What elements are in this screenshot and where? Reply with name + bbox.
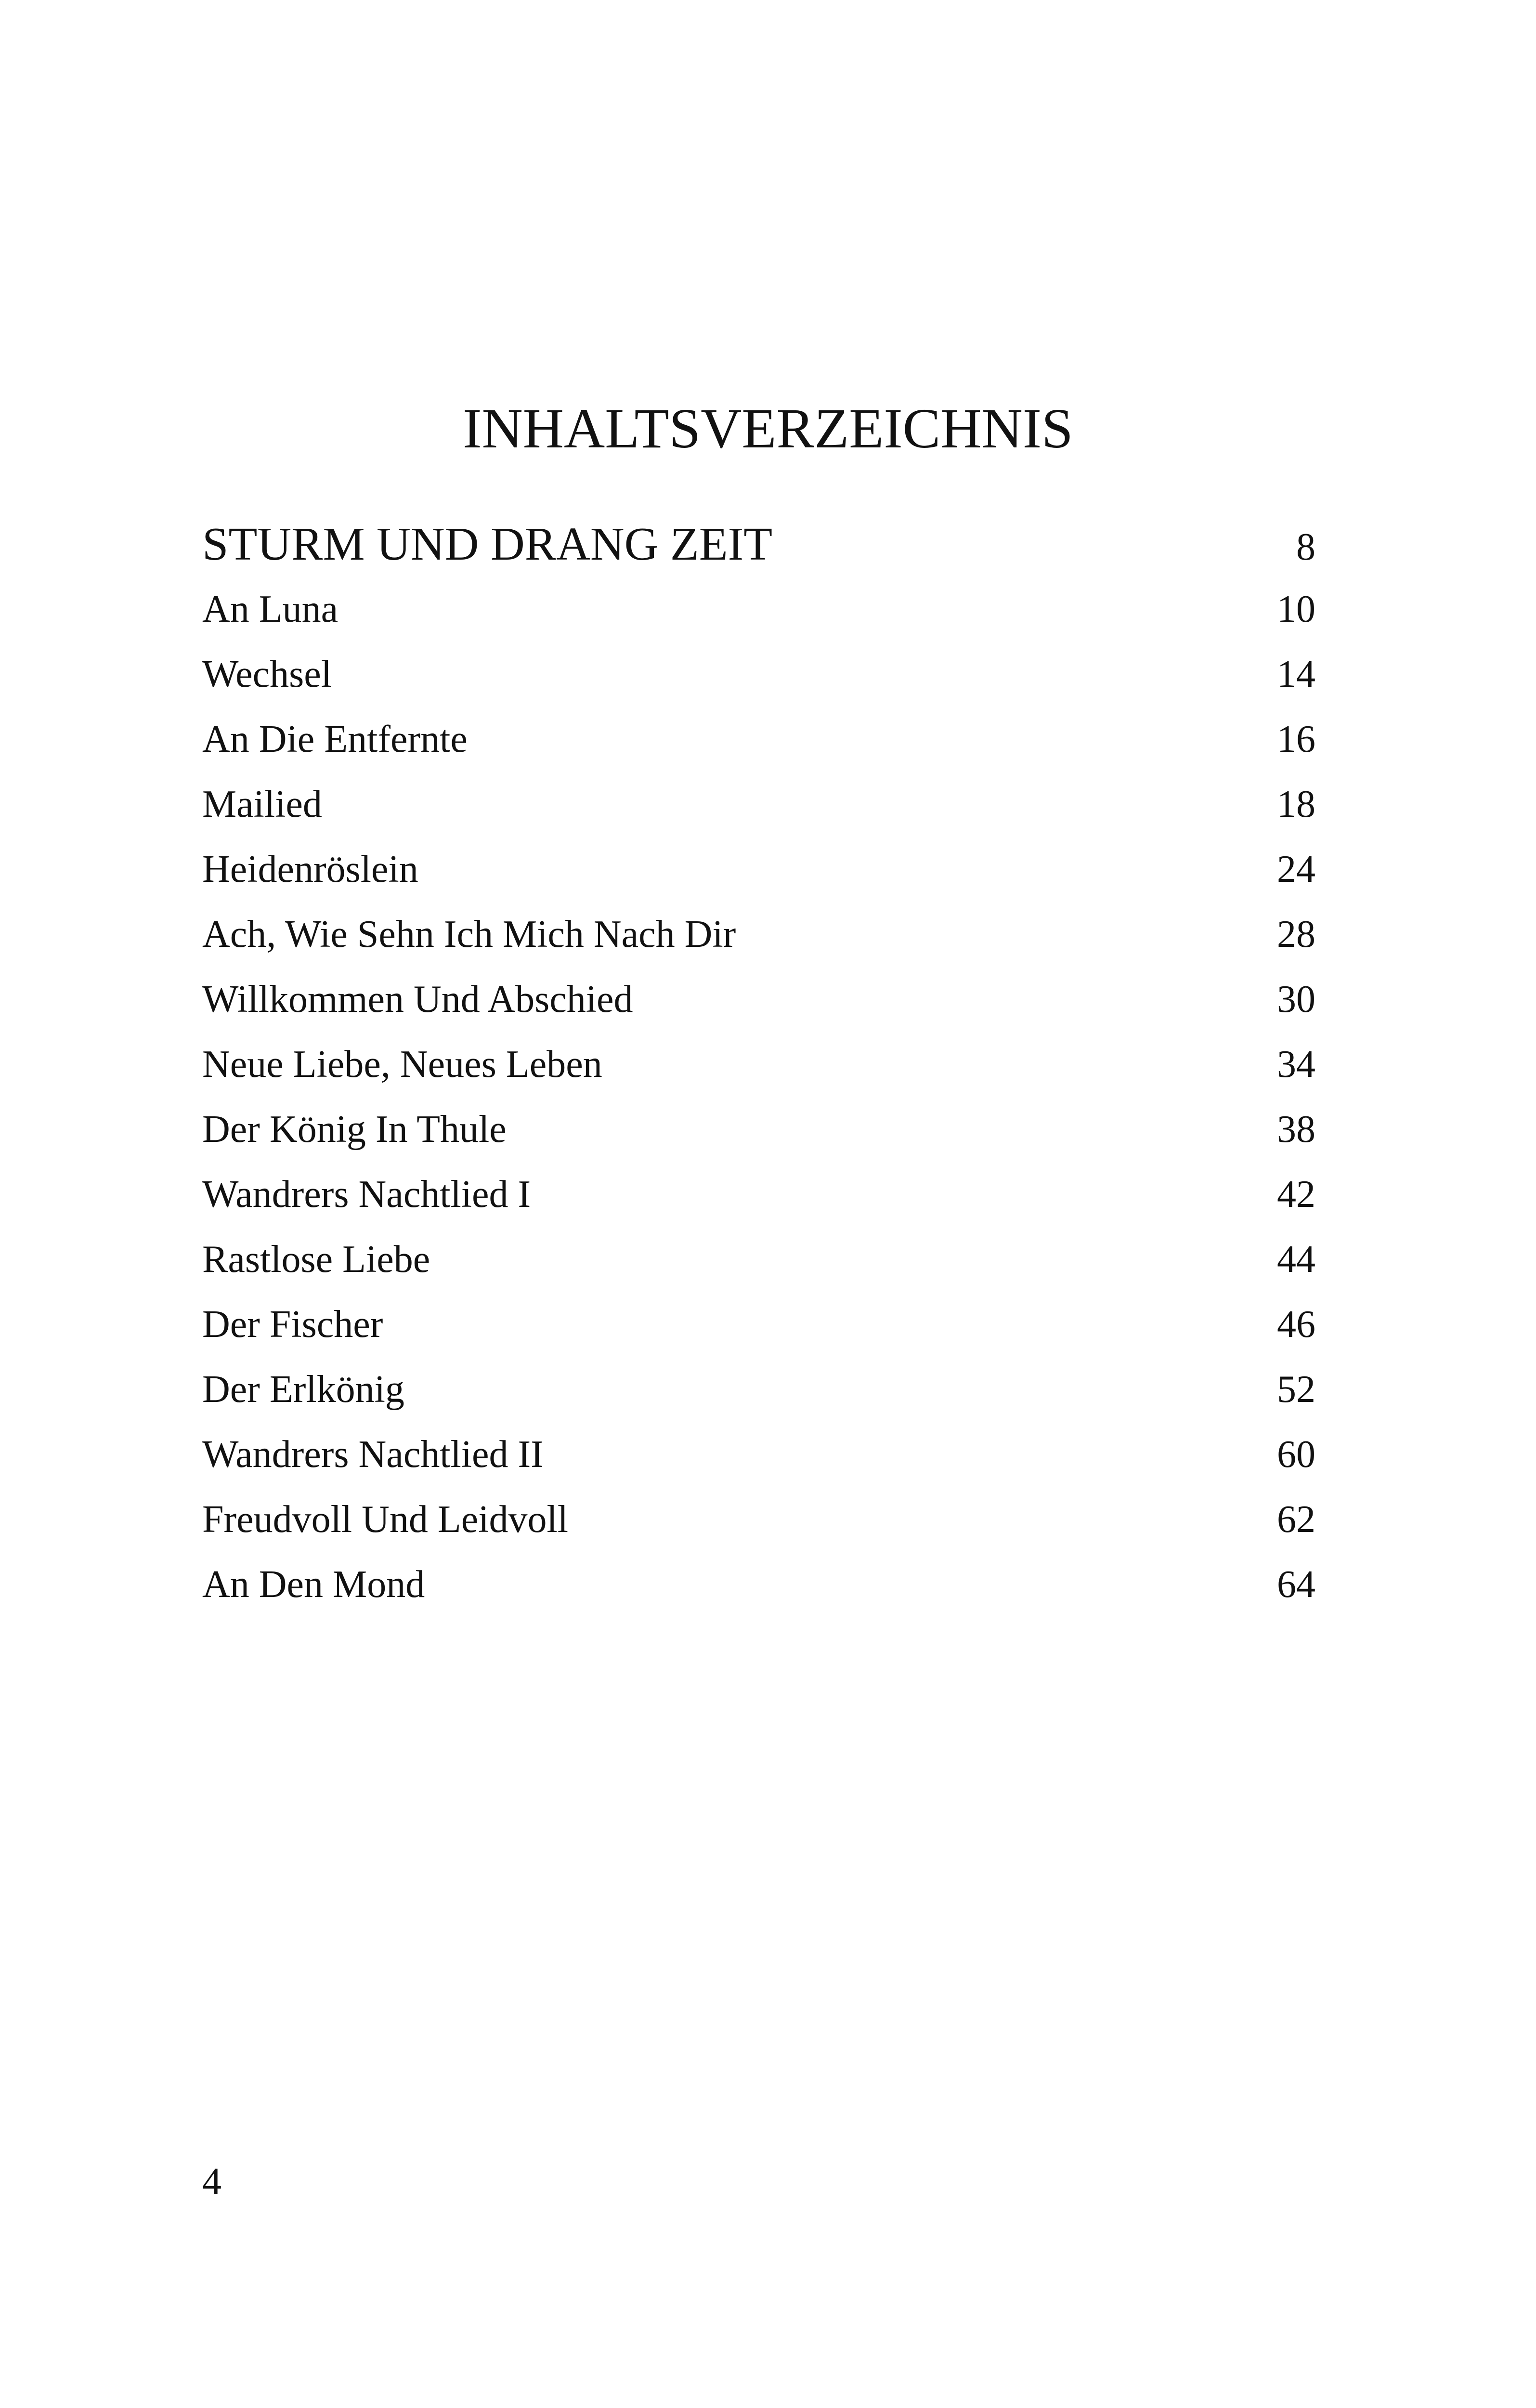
toc-entry[interactable] [202, 772, 1315, 837]
toc-entry-page-number: 46 [1277, 1303, 1315, 1346]
toc-entry-label: An Luna [202, 588, 338, 630]
toc-entry-page-number: 44 [1277, 1238, 1315, 1281]
toc-entry-label: Wandrers Nachtlied I [202, 1173, 531, 1216]
toc-entry-label: Neue Liebe, Neues Leben [202, 1043, 602, 1086]
toc-entry[interactable] [202, 1357, 1315, 1422]
toc-entry-label: An Den Mond [202, 1563, 425, 1606]
toc-entry-label: Wandrers Nachtlied II [202, 1433, 544, 1476]
toc-entry[interactable] [202, 1032, 1315, 1097]
toc-entry-label: Freudvoll Und Leidvoll [202, 1498, 568, 1541]
toc-entry-label: Der König In Thule [202, 1108, 507, 1151]
toc-section-page-number: 8 [1296, 526, 1315, 568]
toc-entry-page-number: 28 [1277, 913, 1315, 955]
toc-entry-label: Wechsel [202, 653, 332, 695]
toc-entry-label: Der Fischer [202, 1303, 383, 1346]
toc-entry[interactable] [202, 1422, 1315, 1487]
toc-entry[interactable] [202, 707, 1315, 772]
toc-entry-label: An Die Entfernte [202, 718, 468, 760]
toc-entry[interactable] [202, 902, 1315, 967]
toc-entry-label: Der Erlkönig [202, 1368, 404, 1411]
toc-entry[interactable] [202, 1552, 1315, 1617]
toc-section-label: STURM UND DRANG ZEIT [202, 518, 773, 570]
toc-entry[interactable] [202, 967, 1315, 1032]
toc-entry-page-number: 30 [1277, 978, 1315, 1021]
toc-entry-page-number: 18 [1277, 783, 1315, 825]
toc-entry-page-number: 16 [1277, 718, 1315, 760]
toc-entry-page-number: 60 [1277, 1433, 1315, 1476]
toc-entry[interactable] [202, 1292, 1315, 1357]
toc-entry[interactable] [202, 1097, 1315, 1162]
toc-entry-label: Mailied [202, 783, 322, 825]
toc-entry[interactable] [202, 1487, 1315, 1552]
toc-entry[interactable] [202, 642, 1315, 707]
toc-entry[interactable] [202, 577, 1315, 642]
toc-entry[interactable] [202, 1227, 1315, 1292]
toc-entry-label: Willkommen Und Abschied [202, 978, 633, 1021]
toc-entry[interactable] [202, 837, 1315, 902]
page-title: INHALTSVERZEICHNIS [463, 397, 1073, 460]
toc-entry-page-number: 24 [1277, 848, 1315, 890]
toc-section-heading[interactable] [202, 511, 1315, 577]
page-number: 4 [202, 2160, 221, 2203]
table-of-contents [202, 511, 1315, 1617]
toc-entry-label: Ach, Wie Sehn Ich Mich Nach Dir [202, 913, 736, 955]
toc-entry-label: Rastlose Liebe [202, 1238, 430, 1281]
toc-entry[interactable] [202, 1162, 1315, 1227]
toc-entry-page-number: 34 [1277, 1043, 1315, 1086]
toc-entry-page-number: 62 [1277, 1498, 1315, 1541]
toc-entry-page-number: 64 [1277, 1563, 1315, 1606]
toc-entry-page-number: 52 [1277, 1368, 1315, 1411]
toc-entry-page-number: 14 [1277, 653, 1315, 695]
toc-entry-page-number: 10 [1277, 588, 1315, 630]
toc-entry-page-number: 38 [1277, 1108, 1315, 1151]
toc-entry-label: Heidenröslein [202, 848, 418, 890]
toc-entry-page-number: 42 [1277, 1173, 1315, 1216]
